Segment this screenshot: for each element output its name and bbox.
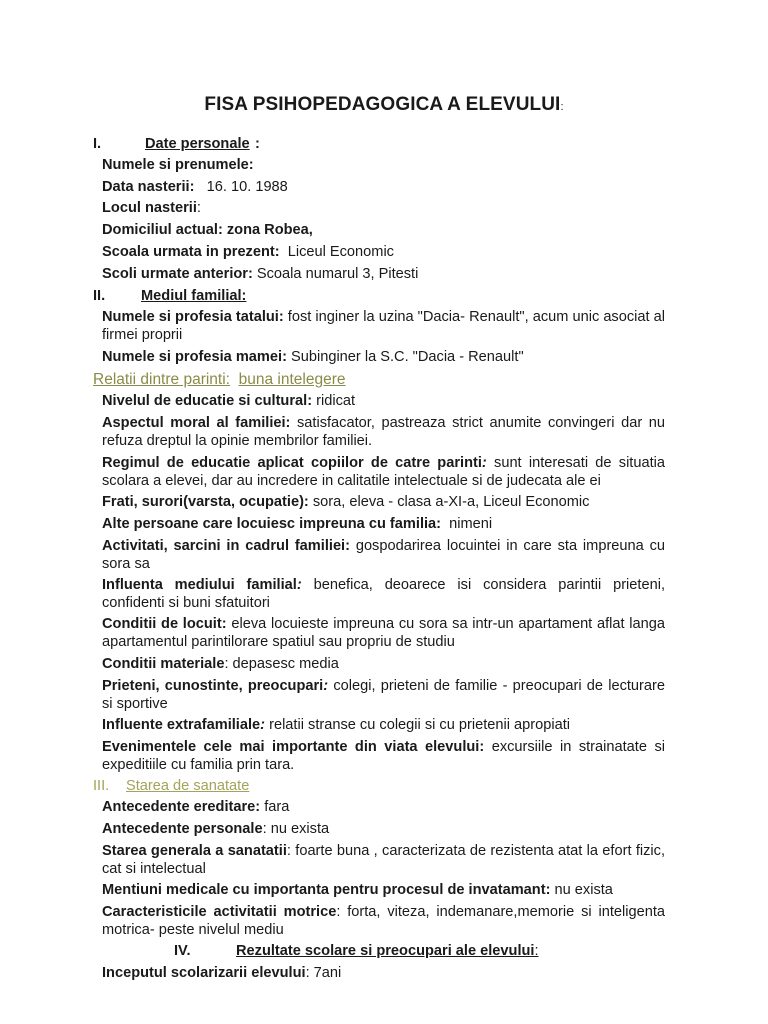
field-domiciliul: Domiciliul actual: zona Robea, xyxy=(102,222,313,238)
document-page: FISA PSIHOPEDAGOGICA A ELEVULUI: I. Date personale : Numele si prenumele: Data nasterii: 16. 10. 1988 Locul nasterii: Domiciliul actual: zona Robea, Scoala urmata in prezent: Liceul Economic Scoli urmate anterior: Scoala numarul 3, Pitesti II. Mediul familial: Numele si profesia tatalui: fost inginer la uzina "Dacia- Renault", acum unic asociat al firmei proprii Numele si profesia mamei: Subinginer la S.C. "Dacia - Renault" Relatii dintre parinti: buna intelegere Nivelul de educatie si cultural: ridicat Aspectul moral al familiei: satisfacator, pastreaza strict anumite convingeri dar nu refuza dreptul la opinie membrilor familiei. Regimul de educatie aplicat copiilor de catre parinti: sunt interesati de situatia scolara a elevei, dar au incredere in calitatile intelectuale si de judecata ale ei Frati, surori(varsta, ocupatie): sora, eleva - clasa a-XI-a, Liceul Economic Alte persoane care locuiesc impreuna cu familia: nimeni Activitati, sarcini in cadrul familiei: gospodarirea locuintei in care sta impreuna cu sora sa Influenta mediului familial: benefica, deoarece isi considera parintii prieteni, confidenti si buni sfatuitori Conditii de locuit: eleva locuieste impreuna cu sora sa intr-un apartament aflat langa apartamentul parintilorare spatiul sau propriu de studiu Conditii materiale: depasesc media Prieteni, cunostinte, preocupari: colegi, prieteni de familie - preocupari de lecturare si sportive Influente extrafamiliale: relatii stranse cu colegii si cu prietenii apropiati Evenimentele cele mai importante din viata elevului: excursiile in strainatate si expeditiile cu familia prin tara. III. Starea de sanatate Antecedente ereditare: fara Antecedente personale: nu exista Starea generala a sanatatii: foarte buna , caracterizata de rezistenta atat la efort fizic, cat si intelectual Mentiuni medicale cu importanta pentru procesul de invatamant: nu exista Caracteristicile activitatii motrice: forta, viteza, indemanare,memorie si inteligenta motrica- peste nivelul mediu IV. Rezultate scolare si preocupari ale elevului: Inceputul scolarizarii elevului: 7ani xyxy=(0,0,768,1024)
field-activitate-motrica: Caracteristicile activitatii motrice: forta, viteza, indemanare,memorie si inteligenta motrica- peste nivelul mediu xyxy=(102,904,665,938)
field-scoala-prezent: Scoala urmata in prezent: Liceul Economic xyxy=(102,244,394,260)
field-conditii-locuit: Conditii de locuit: eleva locuieste impreuna cu sora sa intr-un apartament aflat langa apartamentul parintilorare spatiul sau propriu de studiu xyxy=(102,616,666,650)
field-influente-extrafamiliale: Influente extrafamiliale: relatii stranse cu colegii si cu prietenii apropiati xyxy=(102,717,571,733)
field-data-nasterii: Data nasterii: 16. 10. 1988 xyxy=(102,179,288,195)
field-regim-educatie: Regimul de educatie aplicat copiilor de catre parinti: sunt interesati de situatia scolara a elevei, dar au incredere in calitatile intelectuale si de judecata ale ei xyxy=(102,455,666,489)
section-3-heading: III. Starea de sanatate xyxy=(93,778,250,794)
relatii-heading: Relatii dintre parinti: buna intelegere xyxy=(93,371,346,388)
field-influenta: Influenta mediului familial: benefica, deoarece isi considera parintii prieteni, confidenti si buni sfatuitori xyxy=(102,577,666,611)
field-antecedente-ereditare: Antecedente ereditare: fara xyxy=(102,799,290,815)
field-locul-nasterii: Locul nasterii: xyxy=(102,200,201,216)
field-alte-persoane: Alte persoane care locuiesc impreuna cu familia: nimeni xyxy=(102,516,493,532)
field-activitati: Activitati, sarcini in cadrul familiei: gospodarirea locuintei in care sta impreuna cu sora sa xyxy=(102,538,666,572)
field-nivel-educatie: Nivelul de educatie si cultural: ridicat xyxy=(102,393,356,409)
document-title: FISA PSIHOPEDAGOGICA A ELEVULUI: xyxy=(204,94,564,115)
field-antecedente-personale: Antecedente personale: nu exista xyxy=(102,821,330,837)
field-prieteni: Prieteni, cunostinte, preocupari: colegi, prieteni de familie - preocupari de lecturare si sportive xyxy=(102,678,665,712)
field-inceputul-scolarizarii: Inceputul scolarizarii elevului: 7ani xyxy=(102,965,342,981)
field-frati: Frati, surori(varsta, ocupatie): sora, eleva - clasa a-XI-a, Liceul Economic xyxy=(102,494,590,510)
field-conditii-materiale: Conditii materiale: depasesc media xyxy=(102,656,339,672)
field-mama: Numele si profesia mamei: Subinginer la S.C. "Dacia - Renault" xyxy=(102,349,524,365)
field-nume: Numele si prenumele: xyxy=(102,157,254,173)
field-tata: Numele si profesia tatalui: fost inginer la uzina "Dacia- Renault", acum unic asociat al firmei proprii xyxy=(102,309,665,343)
field-mentiuni-medicale: Mentiuni medicale cu importanta pentru procesul de invatamant: nu exista xyxy=(102,882,613,898)
field-scoli-anterior: Scoli urmate anterior: Scoala numarul 3, Pitesti xyxy=(102,266,419,282)
field-aspect-moral: Aspectul moral al familiei: satisfacator, pastreaza strict anumite convingeri dar nu refuza dreptul la opinie membrilor familiei. xyxy=(102,415,665,449)
field-starea-sanatatii: Starea generala a sanatatii: foarte buna , caracterizata de rezistenta atat la efort fizic, cat si intelectual xyxy=(102,843,666,877)
field-evenimente: Evenimentele cele mai importante din viata elevului: excursiile in strainatate si expeditiile cu familia prin tara. xyxy=(102,739,665,773)
